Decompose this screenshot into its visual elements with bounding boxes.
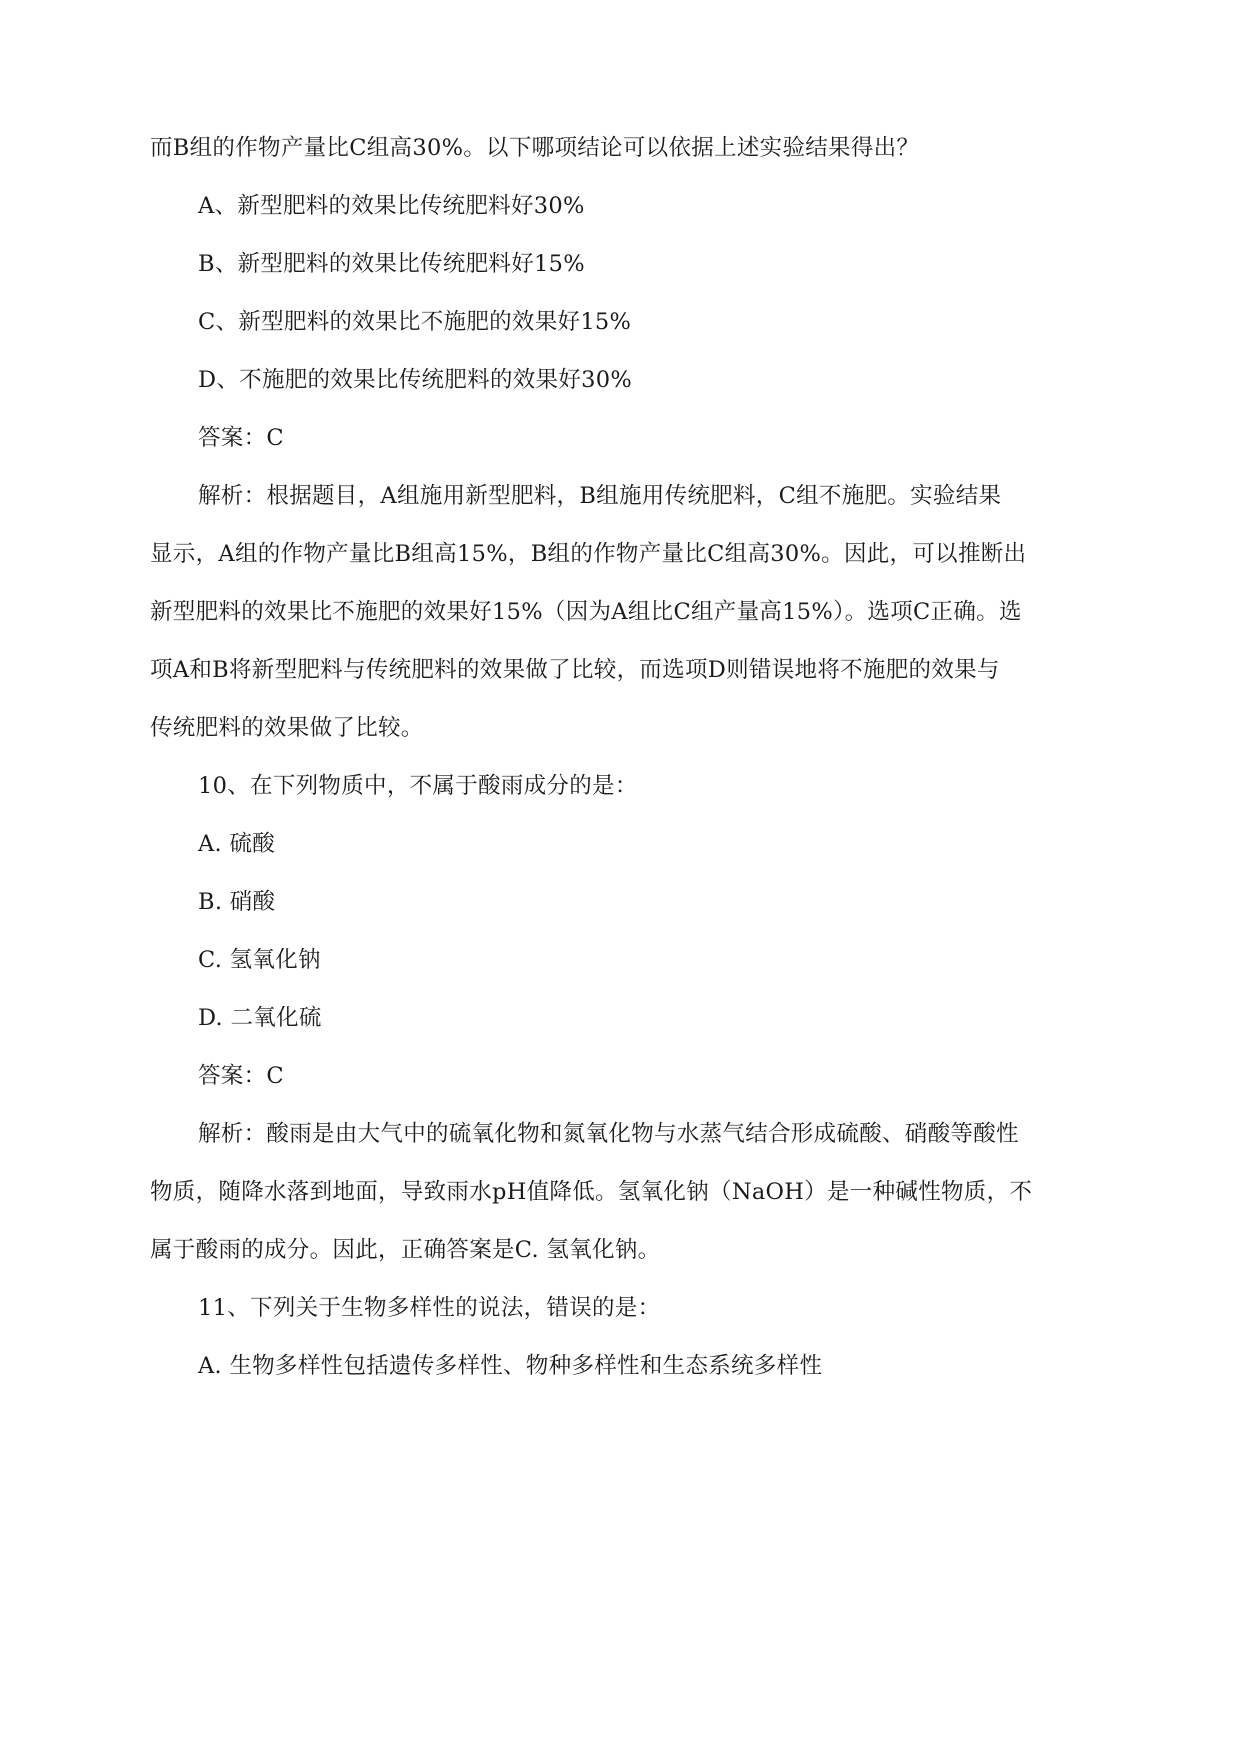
q9-analysis-line-4: 项A和B将新型肥料与传统肥料的效果做了比较，而选项D则错误地将不施肥的效果与 bbox=[150, 657, 1000, 683]
q10-option-b: B. 硝酸 bbox=[198, 889, 276, 915]
q10-question: 10、在下列物质中，不属于酸雨成分的是： bbox=[198, 773, 638, 799]
q10-analysis-line-1: 解析：酸雨是由大气中的硫氧化物和氮氧化物与水蒸气结合形成硫酸、硝酸等酸性 bbox=[198, 1121, 1019, 1147]
q11-option-a: A. 生物多样性包括遗传多样性、物种多样性和生态系统多样性 bbox=[198, 1353, 823, 1379]
q10-analysis-line-3: 属于酸雨的成分。因此，正确答案是C. 氢氧化钠。 bbox=[150, 1237, 661, 1263]
q10-analysis-line-2: 物质，随降水落到地面，导致雨水pH值降低。氢氧化钠（NaOH）是一种碱性物质，不 bbox=[150, 1179, 1033, 1205]
q10-option-a: A. 硫酸 bbox=[198, 831, 276, 857]
q9-question-continuation: 而B组的作物产量比C组高30%。以下哪项结论可以依据上述实验结果得出？ bbox=[150, 135, 920, 161]
q9-analysis-line-2: 显示，A组的作物产量比B组高15%，B组的作物产量比C组高30%。因此，可以推断出 bbox=[150, 541, 1027, 567]
q9-option-a: A、新型肥料的效果比传统肥料好30% bbox=[198, 193, 585, 219]
q11-question: 11、下列关于生物多样性的说法，错误的是： bbox=[198, 1295, 661, 1321]
q9-analysis-line-5: 传统肥料的效果做了比较。 bbox=[150, 715, 424, 741]
q10-option-c: C. 氢氧化钠 bbox=[198, 947, 321, 973]
q10-answer: 答案：C bbox=[198, 1063, 284, 1089]
q9-option-d: D、不施肥的效果比传统肥料的效果好30% bbox=[198, 367, 633, 393]
q9-option-c: C、新型肥料的效果比不施肥的效果好15% bbox=[198, 309, 632, 335]
q9-analysis-line-1: 解析：根据题目，A组施用新型肥料，B组施用传统肥料，C组不施肥。实验结果 bbox=[198, 483, 1002, 509]
q10-option-d: D. 二氧化硫 bbox=[198, 1005, 322, 1031]
q9-answer: 答案：C bbox=[198, 425, 284, 451]
q9-analysis-line-3: 新型肥料的效果比不施肥的效果好15%（因为A组比C组产量高15%）。选项C正确。选 bbox=[150, 599, 1022, 625]
q9-option-b: B、新型肥料的效果比传统肥料好15% bbox=[198, 251, 585, 277]
